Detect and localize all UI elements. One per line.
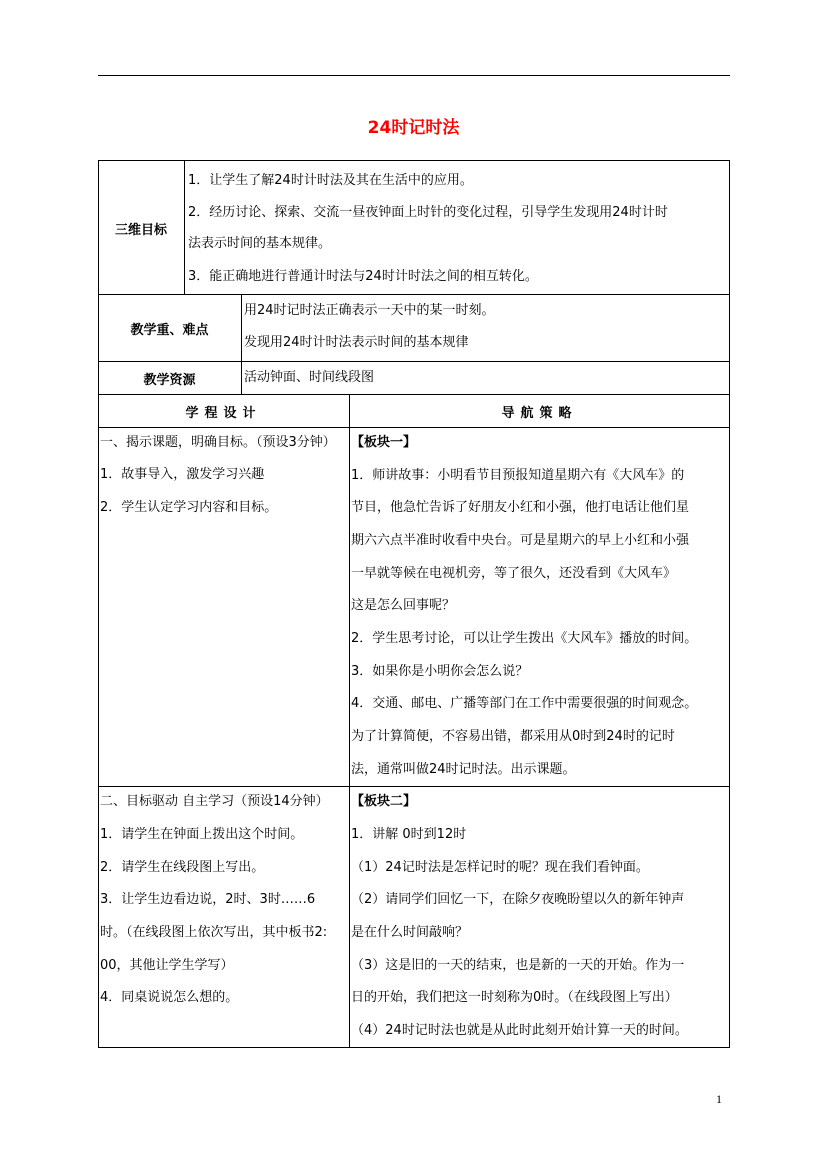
header-rule [98, 75, 730, 76]
section-right-line: 【板块一】 [351, 435, 417, 450]
section-right-line: （3）这是旧的一天的结束，也是新的一天的开始。作为一 [351, 958, 685, 973]
section-right-line: 为了计算简便，不容易出错，都采用从0时到24时的记时 [351, 729, 675, 744]
section-right-line: 1．师讲故事：小明看节目预报知道星期六有《大风车》的 [351, 468, 685, 483]
section-right-line: （4）24时记时法也就是从此时此刻开始计算一天的时间。 [351, 1023, 688, 1038]
section-left-line: 一、揭示课题，明确目标。（预设3分钟） [100, 435, 336, 450]
col-divider [184, 160, 185, 294]
row-divider [98, 394, 730, 395]
section-left-line: 1．故事导入，激发学习兴趣 [100, 467, 265, 482]
section-right-line: （1）24记时法是怎样记时的呢？现在我们看钟面。 [351, 860, 649, 875]
section-left-line: 3．让学生边看边说，2时、3时……6 [100, 892, 316, 907]
goals-label: 三维目标 [114, 223, 167, 238]
goal-line: 1．让学生了解24时计时法及其在生活中的应用。 [188, 173, 473, 188]
resources-value: 活动钟面、时间线段图 [244, 370, 375, 385]
section-left-line: 2．请学生在线段图上写出。 [100, 860, 265, 875]
section-right-line: 2．学生思考讨论，可以让学生拨出《大风车》播放的时间。 [351, 631, 698, 646]
section-right-line: 3．如果你是小明你会怎么说？ [351, 664, 529, 679]
section-left-line: 00，其他让学生学写） [100, 958, 234, 973]
goal-line: 3．能正确地进行普通计时法与24时计时法之间的相互转化。 [188, 269, 538, 284]
section-left-line: 1．请学生在钟面上拨出这个时间。 [100, 827, 304, 842]
section-left-line: 时。（在线段图上依次写出，其中板书2: [100, 925, 328, 940]
row-divider [98, 361, 730, 362]
goal-line: 2．经历讨论、探索、交流一昼夜钟面上时针的变化过程，引导学生发现用24时计时 [188, 205, 668, 220]
section-left-line: 二、目标驱动 自主学习（预设14分钟） [100, 794, 329, 809]
key-points-label: 教学重、难点 [130, 323, 209, 338]
col-divider [241, 294, 242, 394]
section-right-line: 这是怎么回事呢？ [351, 598, 456, 613]
column-header-left: 学程设计 [185, 406, 262, 421]
section-right-line: 法，通常叫做24时记时法。出示课题。 [351, 762, 576, 777]
section-left-line: 2．学生认定学习内容和目标。 [100, 500, 278, 515]
resources-label: 教学资源 [143, 373, 196, 388]
key-point-line: 用24时记时法正确表示一天中的某一时刻。 [244, 303, 495, 318]
document-title: 24时记时法 [367, 118, 460, 138]
section-right-line: 节目，他急忙告诉了好朋友小红和小强，他打电话让他们星 [351, 500, 690, 515]
col-divider [349, 394, 350, 1048]
goal-line: 法表示时间的基本规律。 [188, 236, 332, 251]
section-right-line: 一早就等候在电视机旁，等了很久，还没看到《大风车》 [351, 566, 677, 581]
section-right-line: （2）请同学们回忆一下，在除夕夜晚盼望以久的新年钟声 [351, 892, 685, 907]
section-right-line: 1．讲解 0时到12时 [351, 827, 467, 842]
section-right-line: 是在什么时间敲响？ [351, 925, 469, 940]
section-right-line: 期六六点半准时收看中央台。可是星期六的早上小红和小强 [351, 533, 690, 548]
section-right-line: 【板块二】 [351, 794, 417, 809]
section-left-line: 4．同桌说说怎么想的。 [100, 990, 239, 1005]
page-number: 1 [716, 1092, 722, 1106]
section-right-line: 日的开始，我们把这一时刻称为0时。（在线段图上写出） [351, 990, 678, 1005]
section-right-line: 4．交通、邮电、广播等部门在工作中需要很强的时间观念。 [351, 696, 698, 711]
key-point-line: 发现用24时计时法表示时间的基本规律 [244, 335, 469, 350]
column-header-right: 导航策略 [501, 406, 578, 421]
